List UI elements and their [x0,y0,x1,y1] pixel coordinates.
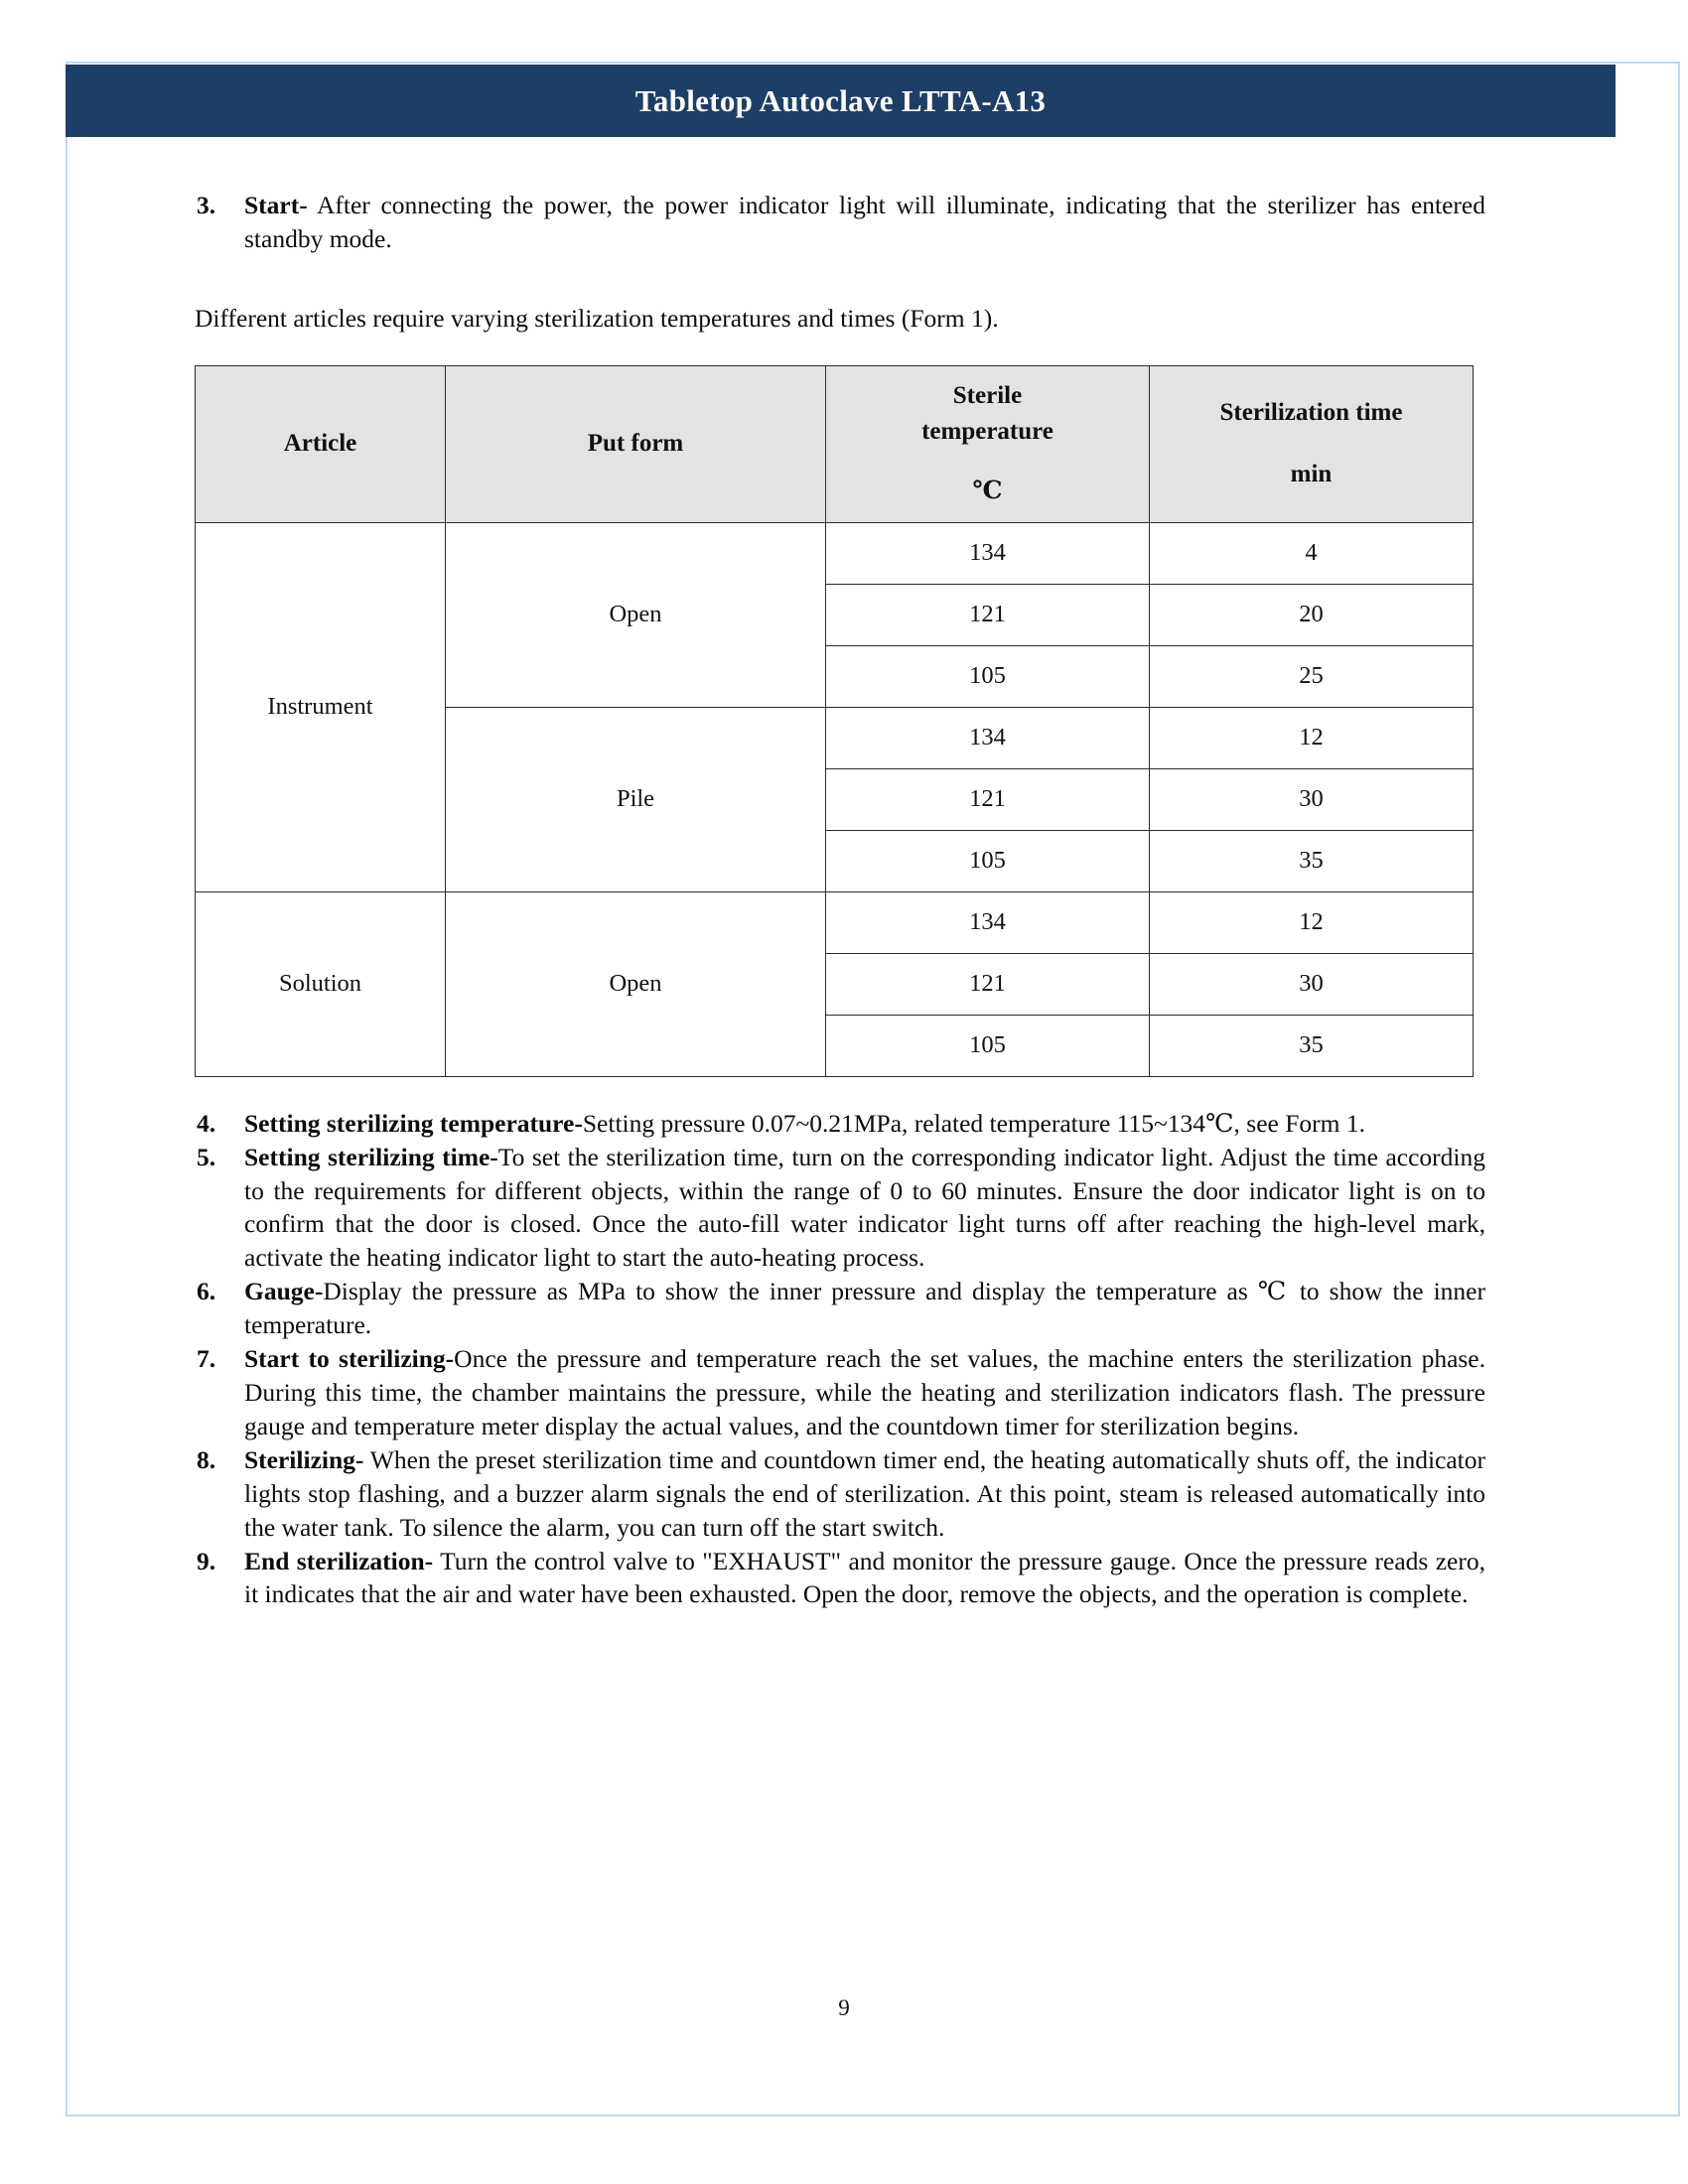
form-1-table [195,365,1474,1077]
cell-sterile-temperature: 134 [826,891,1150,953]
page-number: 9 [838,1995,850,2020]
list-item-8-text: When the preset sterilization time and countdown timer end, the heating automatically shuts off, the indicator lights stop flashing, and a buzzer alarm signals the end of sterilization. At this point, steam is released automatically into the water tank. To silence the alarm, you can turn off the start switch. [244,1444,1485,1542]
cell-sterilization-time: 12 [1150,891,1474,953]
list-item-5-lead: Setting sterilizing time- [244,1142,498,1171]
column-header-sterile-temperature [826,365,1150,522]
list-item-8-lead: Sterilizing- [244,1444,364,1474]
cell-put-form: Open [446,891,826,1076]
cell-sterilization-time: 30 [1150,953,1474,1015]
column-header-article: Article [196,365,446,522]
cell-sterile-temperature: 121 [826,768,1150,830]
list-item-6-body [244,1275,1485,1342]
list-item-8 [195,1443,1485,1545]
document-body [195,189,1485,1611]
sterile-temp-line-2: temperature [921,418,1054,446]
spacer [195,336,1485,365]
list-item-3-number: 3. [197,191,216,219]
cell-sterilization-time: 20 [1150,584,1474,645]
cell-sterile-temperature: 105 [826,645,1150,707]
cell-sterilization-time: 12 [1150,707,1474,768]
column-header-sterilization-time [1150,365,1474,522]
cell-sterile-temperature: 105 [826,1015,1150,1076]
cell-article: Instrument [196,522,446,891]
cell-article: Solution [196,891,446,1076]
table-row [196,891,1474,953]
cell-sterilization-time: 35 [1150,1015,1474,1076]
sterile-temp-line-1: Sterile [952,382,1023,410]
list-item-5-text: To set the sterilization time, turn on the corresponding indicator light. Adjust the time according to the requirements for different objects, within the range of 0 to 60 minutes. Ensure the door indicator light is on to confirm that the door is closed. Once the auto-fill water indicator light turns off after reaching the high-level mark, activate the heating indicator light to start the auto-heating process. [244,1142,1485,1273]
cell-sterile-temperature: 105 [826,830,1150,891]
cell-put-form: Open [446,522,826,707]
spacer [195,256,1485,302]
cell-put-form: Pile [446,707,826,891]
intro-paragraph: Different articles require varying sterilization temperatures and times (Form 1). [195,303,999,333]
cell-sterile-temperature: 134 [826,522,1150,584]
table-body [196,522,1474,1076]
cell-sterilization-time: 35 [1150,830,1474,891]
list-item-3-text: After connecting the power, the power indicator light will illuminate, indicating that the sterilizer has entered standby mode. [244,191,1485,253]
list-item-4-text: Setting pressure 0.07~0.21MPa, related temperature 115~134℃, see Form 1. [582,1108,1365,1138]
table-header [196,365,1474,522]
list-item-9-body [244,1545,1485,1612]
list-item-5 [195,1141,1485,1276]
cell-sterile-temperature: 121 [826,953,1150,1015]
table-row [196,522,1474,584]
list-item-8-body [244,1443,1485,1545]
spacer [195,1077,1485,1107]
list-item-7-lead: Start to sterilizing- [244,1344,455,1374]
list-item-7-text: Once the pressure and temperature reach the set values, the machine enters the sterilization phase. During this time, the chamber maintains the pressure, while the heating and sterilization indicators flash. The pressure gauge and temperature meter display the actual values, and the countdown timer for sterilization begins. [244,1344,1486,1440]
list-item-4-number: 4. [197,1108,216,1138]
cell-sterilization-time: 25 [1150,645,1474,707]
list-item-6-lead: Gauge- [244,1277,324,1306]
list-item-6-text: Display the pressure as MPa to show the inner pressure and display the temperature as ℃ to show the inner temperature. [244,1277,1485,1340]
list-item-4-body [244,1107,1485,1141]
list-item-9-text: Turn the control valve to "EXHAUST" and monitor the pressure gauge. Once the pressure reads zero, it indicates that the air and water have been exhausted. Open the door, remove the objects, and the operation is complete. [244,1546,1485,1609]
list-item-3-lead: Start- [244,191,308,219]
list-item-3 [195,189,1485,256]
document-header-banner [66,65,1616,137]
sterilization-time-line-1: Sterilization time [1219,399,1403,427]
list-item-9-lead: End sterilization- [244,1546,434,1575]
column-header-put-form: Put form [446,365,826,522]
list-item-7-number: 7. [197,1344,216,1374]
list-item-5-number: 5. [197,1142,216,1171]
list-item-7 [195,1342,1485,1443]
page-title: Tabletop Autoclave LTTA-A13 [634,82,1047,118]
cell-sterilization-time: 4 [1150,522,1474,584]
sterilization-time-unit: min [1290,461,1333,488]
table-header-row [196,365,1474,522]
list-item-4 [195,1107,1485,1141]
list-item-4-lead: Setting sterilizing temperature- [244,1108,583,1138]
list-item-6-number: 6. [197,1277,216,1306]
sterile-temp-unit: ℃ [972,478,1003,505]
list-item-6 [195,1275,1485,1342]
list-item-9-number: 9. [197,1546,216,1575]
cell-sterile-temperature: 134 [826,707,1150,768]
list-item-9 [195,1545,1485,1612]
list-item-3-body [244,189,1485,256]
list-item-7-body [244,1342,1485,1443]
cell-sterile-temperature: 121 [826,584,1150,645]
cell-sterilization-time: 30 [1150,768,1474,830]
list-item-5-body [244,1141,1485,1276]
list-item-8-number: 8. [197,1444,216,1474]
